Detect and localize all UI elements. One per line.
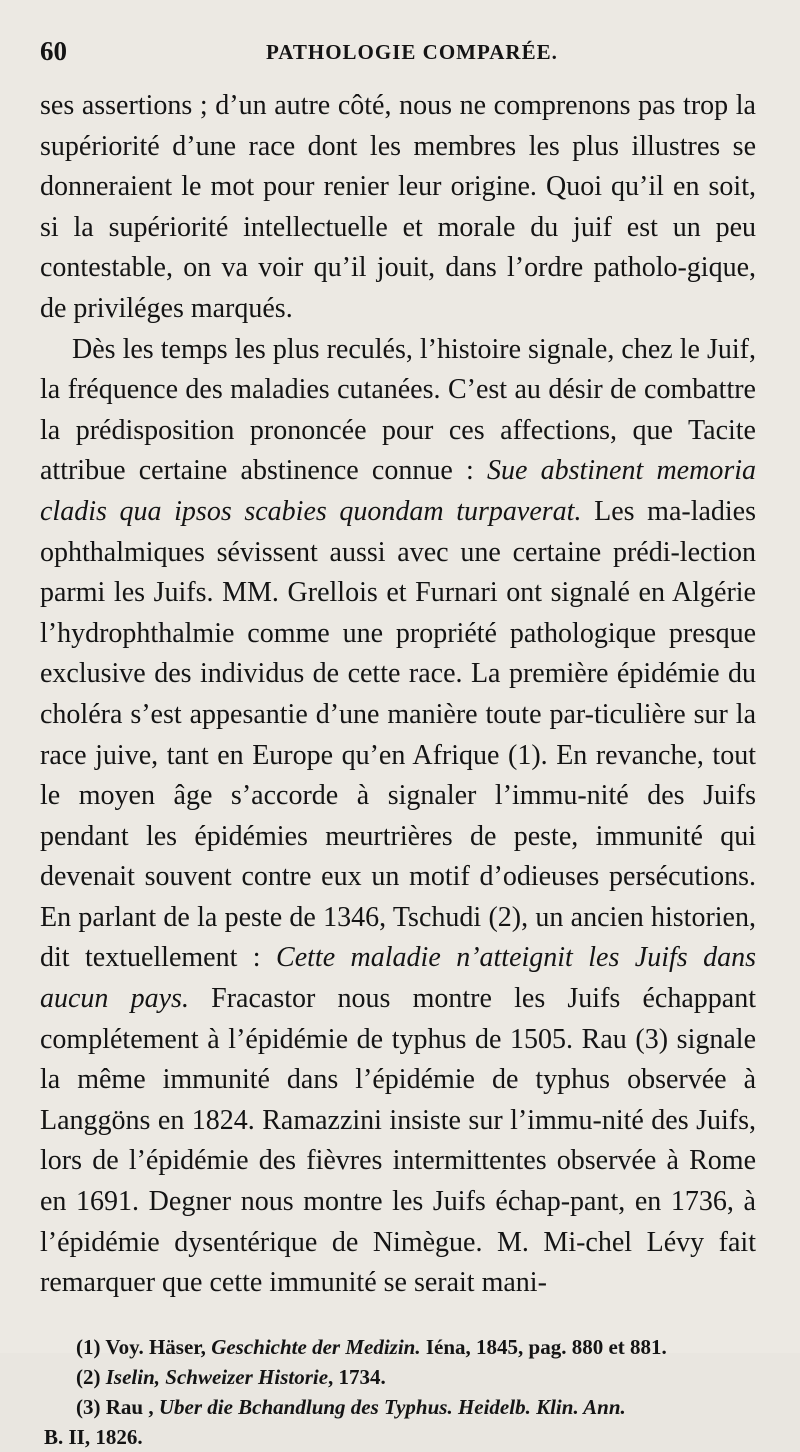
page-header — [40, 28, 756, 78]
paragraph-1: ses assertions ; d’un autre côté, nous ne comprenons pas trop la supériorité d’une race dont les membres les plus illustres se donneraient le mot pour renier leur origine. Quoi qu’il en soit, si la supériorité intellectuelle et morale du juif est un peu contestable, on va voir qu’il jouit, dans l’ordre patholo-gique, de priviléges marqués. — [40, 90, 756, 324]
footnote-3-marker: (3) — [76, 1394, 101, 1419]
paragraph-2-end: Fracastor nous montre les Juifs échappant complétement à l’épidémie de typhus de 1505. Rau (3) signale la même immunité dans l’épidémie de typhus observée à Langgöns en 1824. Ramazzini insiste sur l’immu-nité des Juifs, lors de l’épidémie des fièvres intermittentes observée à Rome en 1691. Degner nous montre les Juifs échap-pant, en 1736, à l’épidémie dysentérique de Nimègue. M. Mi-chel Lévy fait remarquer que cette immunité se serait mani- — [40, 983, 756, 1299]
footnote-2-details: , 1734. — [328, 1364, 386, 1389]
footnote-3-author: Rau , — [105, 1394, 154, 1419]
footnote-1-title: Geschichte der Medizin. — [211, 1334, 421, 1359]
latin-quote: Sue abstinent memoria cladis qua ipsos scabies quondam turpaverat. — [40, 455, 756, 527]
paragraph-2 — [40, 330, 756, 1304]
footnote-1-marker: (1) — [76, 1334, 101, 1359]
footnotes — [40, 1332, 756, 1452]
page-number: 60 — [40, 36, 67, 66]
footnote-1-author: Voy. Häser, — [105, 1334, 206, 1359]
footnote-3-continued: B. II, 1826. — [44, 1424, 143, 1449]
footnote-3-title: Uber die Bchandlung des Typhus. Heidelb. Klin. Ann. — [158, 1394, 626, 1419]
footnote-2 — [76, 1362, 756, 1392]
footnote-2-title: Iselin, Schweizer Historie — [105, 1364, 329, 1389]
tschudi-quote: Cette maladie n’atteignit les Juifs dans aucun pays. — [40, 942, 757, 1015]
footnote-1-details: Iéna, 1845, pag. 880 et 881. — [425, 1334, 667, 1359]
paragraph-2-text: Dès les temps les plus reculés, l’histoire signale, chez le Juif, la fréquence des maladies cutanées. C’est au désir de combattre la prédisposition prononcée pour ces affections, que Tacite attribue certaine abstinence connue : — [40, 333, 756, 487]
running-title: PATHOLOGIE COMPARÉE. — [266, 40, 558, 64]
footnote-3 — [76, 1392, 756, 1422]
footnote-2-marker: (2) — [76, 1364, 101, 1389]
body-text — [40, 86, 756, 1304]
paragraph-2-continued: Les ma-ladies ophthalmiques sévissent aussi avec une certaine prédi-lection parmi les Juifs. MM. Grellois et Furnari ont signalé en Algérie l’hydrophthalmie comme une propriété pathologique presque exclusive des individus de cette race. La première épidémie du choléra s’est appesantie d’une manière toute par-ticulière sur la race juive, tant en Europe qu’en Afrique (1). En revanche, tout le moyen âge s’accorde à signaler l’immu-nité des Juifs pendant les épidémies meurtrières de peste, immunité qui devenait souvent contre eux un motif d’odieuses persécutions. En parlant de la peste de 1346, Tschudi (2), un ancien historien, dit textuellement : — [40, 495, 757, 974]
footnote-1 — [76, 1332, 756, 1362]
